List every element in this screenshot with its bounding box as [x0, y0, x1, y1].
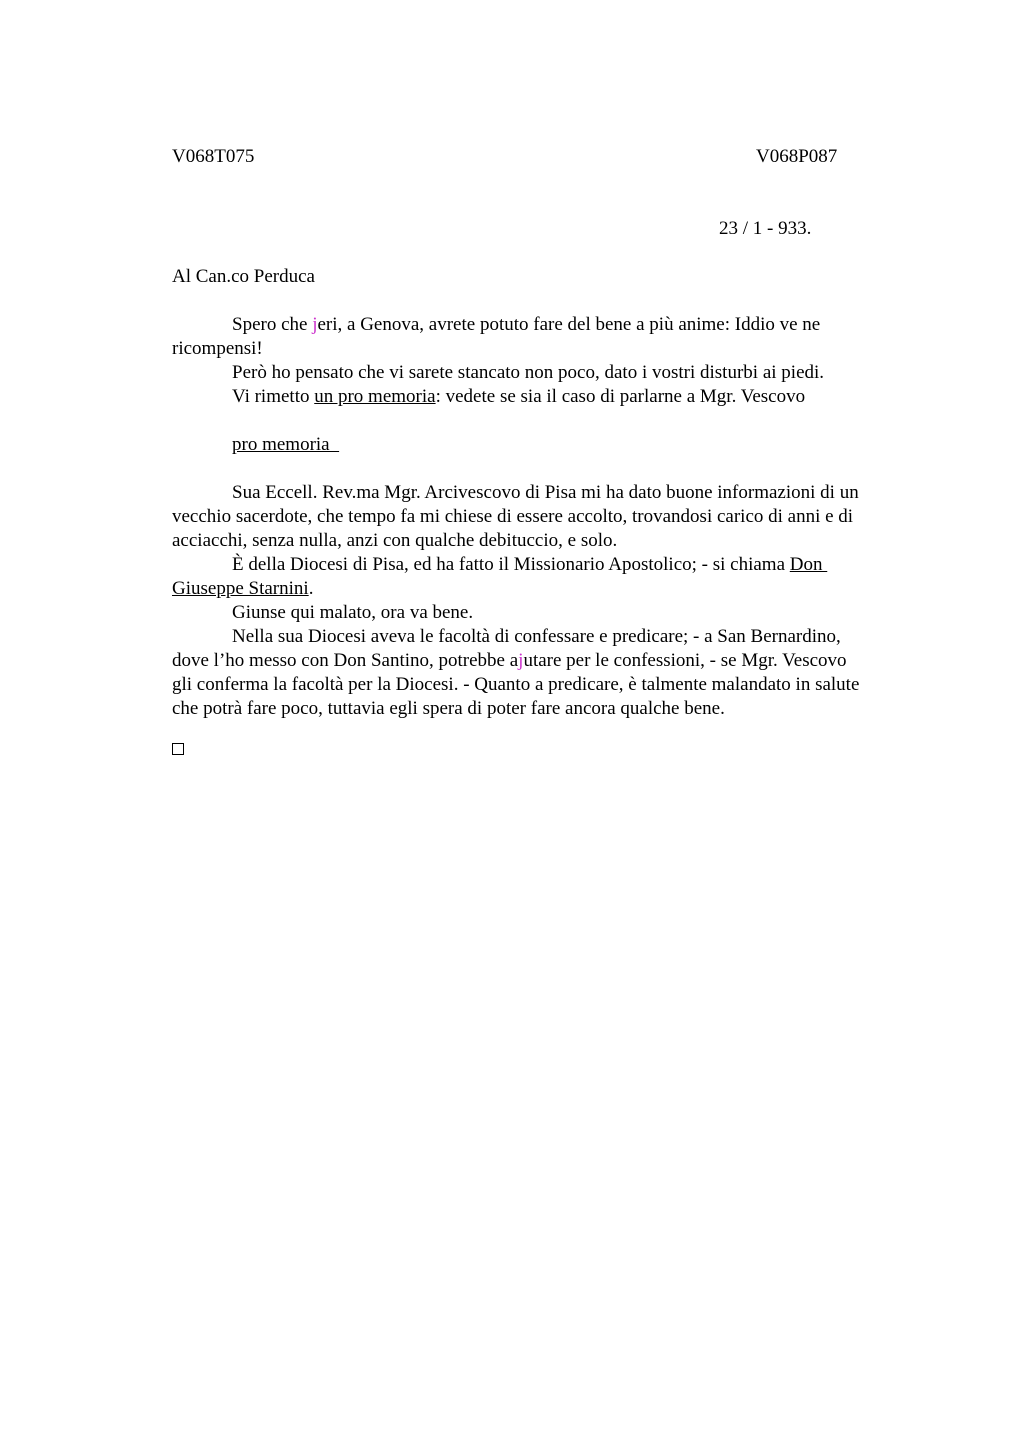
letter-paragraph-1-cont: ricompensi! [172, 338, 263, 359]
memo-title: pro memoria [232, 434, 340, 455]
memo-line-4: È della Diocesi di Pisa, ed ha fatto il Missionario Apostolico; - si chiama Don [232, 554, 828, 575]
recipient-line: Al Can.co Perduca [172, 266, 315, 287]
header-left-code: V068T075 [172, 146, 255, 167]
memo-line-2: vecchio sacerdote, che tempo fa mi chiese di essere accolto, trovandosi carico di anni e di [172, 506, 854, 527]
letter-date: 23 / 1 - 933. [719, 218, 812, 239]
highlighted-letter: j [518, 650, 524, 671]
memo-line-10: che potrà fare poco, tuttavia egli spera di poter fare ancora qualche bene. [172, 698, 725, 719]
pro-memoria-reference: un pro memoria [314, 386, 436, 407]
letter-paragraph-3: Vi rimetto un pro memoria: vedete se sia il caso di parlarne a Mgr. Vescovo [232, 386, 806, 407]
memo-line-7: Nella sua Diocesi aveva le facoltà di confessare e predicare; - a San Bernardino, [232, 626, 841, 647]
letter-paragraph-2: Però ho pensato che vi sarete stancato non poco, dato i vostri disturbi ai piedi. [232, 362, 825, 383]
priest-name-part-2: Giuseppe Starnini [172, 578, 309, 599]
priest-name-part-1: Don [789, 554, 828, 575]
letter-paragraph-1: Spero che jeri, a Genova, avrete potuto fare del bene a più anime: Iddio ve ne [232, 314, 821, 335]
memo-line-1: Sua Eccell. Rev.ma Mgr. Arcivescovo di Pisa mi ha dato buone informazioni di un [232, 482, 859, 503]
highlighted-letter: j [312, 314, 318, 335]
memo-line-3: acciacchi, senza nulla, anzi con qualche debituccio, e solo. [172, 530, 618, 551]
memo-line-8: dove l’ho messo con Don Santino, potrebbe ajutare per le confessioni, - se Mgr. Vescovo [172, 650, 847, 671]
memo-line-5: Giuseppe Starnini. [172, 578, 314, 599]
memo-line-9: gli conferma la facoltà per la Diocesi. - Quanto a predicare, è talmente malandato in salute [172, 674, 860, 695]
end-square-icon [172, 743, 184, 755]
header-right-code: V068P087 [756, 146, 838, 167]
memo-line-6: Giunse qui malato, ora va bene. [232, 602, 474, 623]
